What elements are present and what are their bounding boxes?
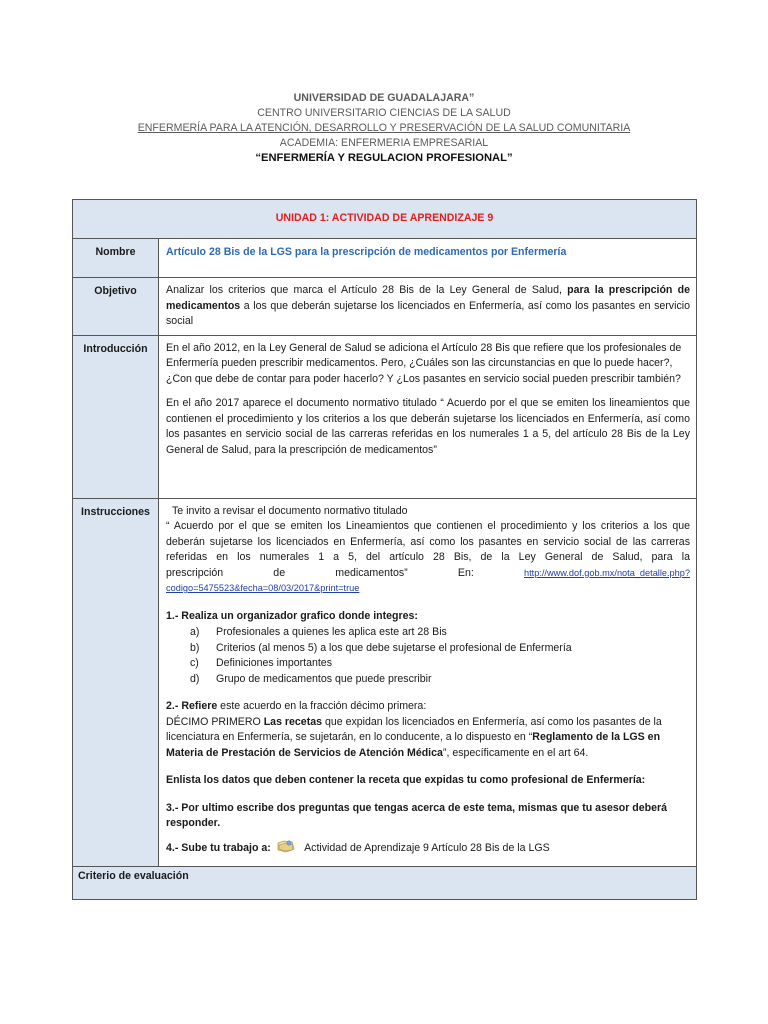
list-item xyxy=(190,641,690,657)
quote-c: que expidan los licenciados en Enfermería, así como los pasantes de la licenciatura en Enfermería, se sujetarán, en lo conducente, a lo dispuesto en “ xyxy=(166,715,662,743)
program-name: ENFERMERÍA PARA LA ATENCIÓN, DESARROLLO Y PRESERVACIÓN DE LA SALUD COMUNITARIA xyxy=(137,122,631,134)
criterio-label: Criterio de evaluación xyxy=(73,867,697,900)
introduccion-paragraph-1: En el año 2012, en la Ley General de Salud se adiciona el Artículo 28 Bis que refiere que los profesionales de Enfermería pueden prescribir medicamentos. Pero, ¿Cuáles son las circunstancias en que lo puede hacer?, ¿Con que debe de contar para poder hacerlo? Y ¿Los pasantes en servicio social pueden prescribir también? xyxy=(166,341,682,385)
list-item xyxy=(190,672,690,688)
list-text: Profesionales a quienes les aplica este art 28 Bis xyxy=(216,626,447,638)
introduccion-row xyxy=(73,335,697,498)
academy-name: ACADEMIA: ENFERMERIA EMPRESARIAL xyxy=(279,137,489,149)
dof-link-continued-row xyxy=(166,581,690,597)
introduccion-paragraph-2: En el año 2017 aparece el documento normativo titulado “ Acuerdo por el que se emiten los lineamientos que contienen el procedimiento y los criterios a los que deberán sujetarse los licenciados en Enfermería, así como los pasantes en servicio social de las carreras referidas en los numerales 1 a 5, del artículo 28 Bis de la Ley General de Salud, para la prescripción de medicamentos” xyxy=(166,397,690,456)
center-name: CENTRO UNIVERSITARIO CIENCIAS DE LA SALUD xyxy=(257,107,511,119)
step2-quote xyxy=(166,715,690,762)
step4-line xyxy=(166,839,690,860)
dof-link[interactable]: http://www.dof.gob.mx/nota_detalle.php? xyxy=(524,567,690,578)
unit-row xyxy=(73,200,697,239)
list-text: Definiciones importantes xyxy=(216,657,332,669)
step4-label: 4.- Sube tu trabajo a: xyxy=(166,841,271,854)
quote-e: ”, específicamente en el art 64. xyxy=(442,746,589,759)
unit-title: UNIDAD 1: ACTIVIDAD DE APRENDIZAJE 9 xyxy=(73,200,697,239)
instrucciones-intro: Te invito a revisar el documento normativo titulado xyxy=(172,504,408,517)
objetivo-row xyxy=(73,278,697,336)
nombre-row xyxy=(73,239,697,278)
objetivo-value xyxy=(159,278,697,336)
list-item xyxy=(190,625,690,641)
step2-number: 2.- xyxy=(166,700,182,712)
nombre-label: Nombre xyxy=(73,239,159,278)
step1-list xyxy=(166,625,690,687)
list-text: Criterios (al menos 5) a los que debe sujetarse el profesional de Enfermería xyxy=(216,641,572,654)
criterio-row xyxy=(73,867,697,900)
step2-rest: este acuerdo en la fracción décimo primera: xyxy=(217,700,427,712)
upload-folder-icon[interactable] xyxy=(276,839,296,860)
document-title: “ Acuerdo por el que se emiten los Lineamientos que contienen el procedimiento y los criterios a los que deberán sujetarse los licenciados en Enfermería, así como los pasantes en servicio social de las carreras referidas en los numerales 1 a 5, del artículo 28 Bis, de la Ley General de Salud, para la xyxy=(166,520,690,563)
step2-title xyxy=(166,699,690,715)
university-name: UNIVERSIDAD DE GUADALAJARA” xyxy=(293,92,475,104)
instrucciones-value xyxy=(159,498,697,867)
instrucciones-row xyxy=(73,498,697,867)
activity-table xyxy=(72,199,697,900)
introduccion-label: Introducción xyxy=(73,335,159,498)
document-header xyxy=(0,91,768,166)
step1-title: 1.- Realiza un organizador grafico donde integres: xyxy=(166,609,418,622)
list-item xyxy=(190,656,690,672)
document-title-tail xyxy=(166,566,690,582)
step4-target: Actividad de Aprendizaje 9 Artículo 28 Bis de la LGS xyxy=(304,841,550,854)
list-letter: a) xyxy=(190,626,200,638)
introduccion-value xyxy=(159,335,697,498)
objetivo-text-b: para la prescripción de medicamentos xyxy=(166,284,690,312)
nombre-value: Artículo 28 Bis de la LGS para la prescripción de medicamentos por Enfermería xyxy=(159,239,697,278)
list-letter: c) xyxy=(190,657,199,669)
quote-d: Reglamento de la LGS en Materia de Prestación de Servicios de Atención Médica xyxy=(166,731,661,759)
list-letter: b) xyxy=(190,641,200,654)
objetivo-text-c: a los que deberán sujetarse los licenciados en Enfermería, así como los pasantes en servicio social xyxy=(166,299,690,327)
course-title: “ENFERMERÍA Y REGULACION PROFESIONAL” xyxy=(255,152,513,164)
step3-instruction: 3.- Por ultimo escribe dos preguntas que tengas acerca de este tema, mismas que tu asesor deberá responder. xyxy=(166,801,668,829)
quote-b: Las recetas xyxy=(263,715,323,728)
list-text: Grupo de medicamentos que puede prescribir xyxy=(216,672,432,685)
objetivo-text-a: Analizar los criterios que marca el Artículo 28 Bis de la Ley General de Salud, xyxy=(166,284,568,296)
enlista-instruction: Enlista los datos que deben contener la receta que expidas tu como profesional de Enfermería: xyxy=(166,774,646,786)
quote-a: DÉCIMO PRIMERO xyxy=(166,715,264,728)
document-title-end: prescripción de medicamentos” En: xyxy=(166,566,474,579)
instrucciones-label: Instrucciones xyxy=(73,498,159,867)
step2-verb: Refiere xyxy=(181,700,218,712)
dof-link-continued[interactable]: codigo=5475523&fecha=08/03/2017&print=true xyxy=(166,583,360,593)
list-letter: d) xyxy=(190,672,200,685)
objetivo-label: Objetivo xyxy=(73,278,159,336)
